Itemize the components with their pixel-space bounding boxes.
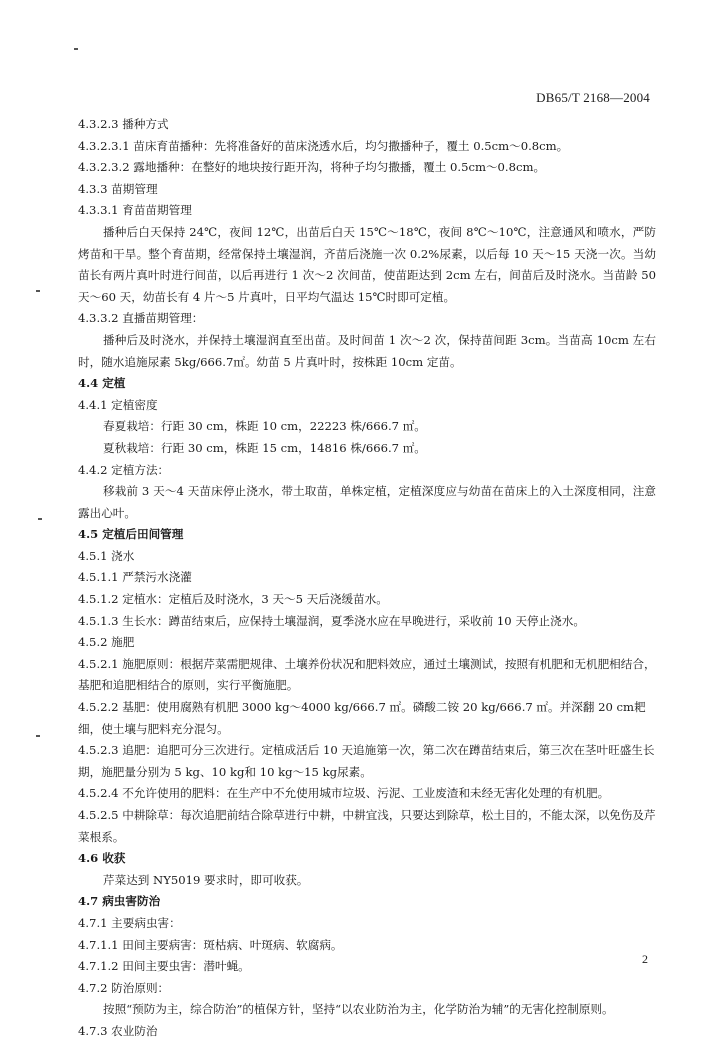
page-number: 2 [642, 952, 648, 966]
section-heading: 4.6 收获 [78, 851, 126, 866]
text-line: 4.3.2.3.1 苗床育苗播种：先将准备好的苗床浇透水后，均匀撒播种子，覆土 0.5cm～0.8cm。 [78, 138, 569, 153]
section-heading: 4.5 定植后田间管理 [78, 527, 184, 542]
text-line: 4.7.1.2 田间主要虫害：潜叶蝇。 [78, 959, 250, 974]
text-line: 4.5.2.2 基肥：使用腐熟有机肥 3000 kg～4000 kg/666.7 ㎡。磷酸二铵 20 kg/666.7 ㎡。并深翻 20 cm耙细，使土壤与肥料充分混匀。 [78, 700, 646, 736]
text-line: 按照“预防为主，综合防治”的植保方针，坚持“以农业防治为主，化学防治为辅”的无害化控制原则。 [103, 1002, 614, 1017]
text-line: 芹菜达到 NY5019 要求时，即可收获。 [103, 872, 309, 887]
text-line: 播种后及时浇水，并保持土壤湿润直至出苗。及时间苗 1 次～2 次，保持苗间距 3cm。当苗高 10cm 左右时，随水追施尿素 5kg/666.7㎡。幼苗 5 片真叶时，按株距 10cm 定苗。 [78, 332, 656, 369]
standard-code: DB65/T 2168—2004 [536, 90, 650, 105]
scan-speck [38, 518, 42, 520]
section-heading: 4.4 定植 [78, 376, 126, 391]
text-line: 4.5.1.3 生长水：蹲苗结束后，应保持土壤湿润，夏季浇水应在早晚进行，采收前 10 天停止浇水。 [78, 613, 585, 628]
document-body [78, 114, 656, 1043]
text-line: 4.5.2.4 不允许使用的肥料：在生产中不允使用城市垃圾、污泥、工业废渣和未经无害化处理的有机肥。 [78, 786, 610, 801]
scan-speck [36, 290, 40, 292]
text-line: 4.5.1.2 定植水：定植后及时浇水，3 天～5 天后浇缓苗水。 [78, 592, 388, 607]
text-line: 4.5.2.3 追肥：追肥可分三次进行。定植成活后 10 天追施第一次，第二次在蹲苗结束后，第三次在茎叶旺盛生长期，施肥量分别为 5 kg、10 kg和 10 kg～15 kg尿素。 [78, 743, 655, 779]
text-line: 4.4.1 定植密度 [78, 397, 158, 412]
text-line: 4.5.1 浇水 [78, 548, 135, 563]
scan-speck [74, 48, 78, 50]
text-line: 4.3.3.2 直播苗期管理： [78, 311, 204, 326]
section-heading: 4.7 病虫害防治 [78, 894, 161, 909]
text-line: 4.3.2.3 播种方式 [78, 117, 169, 131]
text-line: 4.7.3 农业防治 [78, 1023, 158, 1038]
text-line: 4.5.1.1 严禁污水浇灌 [78, 570, 192, 585]
text-line: 春夏栽培：行距 30 cm，株距 10 cm，22223 株/666.7 ㎡。 [103, 419, 426, 434]
text-line: 4.4.2 定植方法： [78, 462, 170, 477]
text-line: 4.7.2 防治原则： [78, 980, 170, 995]
text-line: 4.5.2 施肥 [78, 635, 135, 650]
text-line: 播种后白天保持 24℃，夜间 12℃，出苗后白天 15℃～18℃，夜间 8℃～10℃，注意通风和喷水，严防烤苗和干旱。整个育苗期，经常保持土壤湿润，齐苗后浇施一次 0.2%尿素，以后每 10 天～15 天浇一次。当幼苗长有两片真叶时进行间苗，以后再进行 1 次～2 次间苗，使苗距达到 2cm 左右，间苗后及时浇水。当苗龄 50 天～60 天，幼苗长有 4 片～5 片真叶，日平均气温达 15℃时即可定植。 [78, 224, 656, 304]
text-line: 4.3.2.3.2 露地播种：在整好的地块按行距开沟，将种子均匀撒播，覆土 0.5cm～0.8cm。 [78, 160, 546, 175]
text-line: 4.3.3.1 育苗苗期管理 [78, 203, 192, 218]
text-line: 4.3.3 苗期管理 [78, 181, 158, 196]
text-line: 夏秋栽培：行距 30 cm，株距 15 cm，14816 株/666.7 ㎡。 [103, 440, 426, 455]
text-line: 4.7.1.1 田间主要病害：斑枯病、叶斑病、软腐病。 [78, 937, 343, 952]
text-line: 移栽前 3 天～4 天苗床停止浇水，带土取苗，单株定植，定植深度应与幼苗在苗床上的入土深度相同，注意露出心叶。 [78, 484, 656, 520]
text-line: 4.7.1 主要病虫害： [78, 915, 181, 930]
text-line: 4.5.2.1 施肥原则：根据芹菜需肥规律、土壤养份状况和肥料效应，通过土壤测试，按照有机肥和无机肥相结合，基肥和追肥相结合的原则，实行平衡施肥。 [78, 656, 656, 693]
text-line: 4.5.2.5 中耕除草：每次追肥前结合除草进行中耕，中耕宜浅，只要达到除草，松土目的，不能太深，以免伤及芹菜根系。 [78, 808, 656, 844]
scan-speck [36, 735, 40, 737]
